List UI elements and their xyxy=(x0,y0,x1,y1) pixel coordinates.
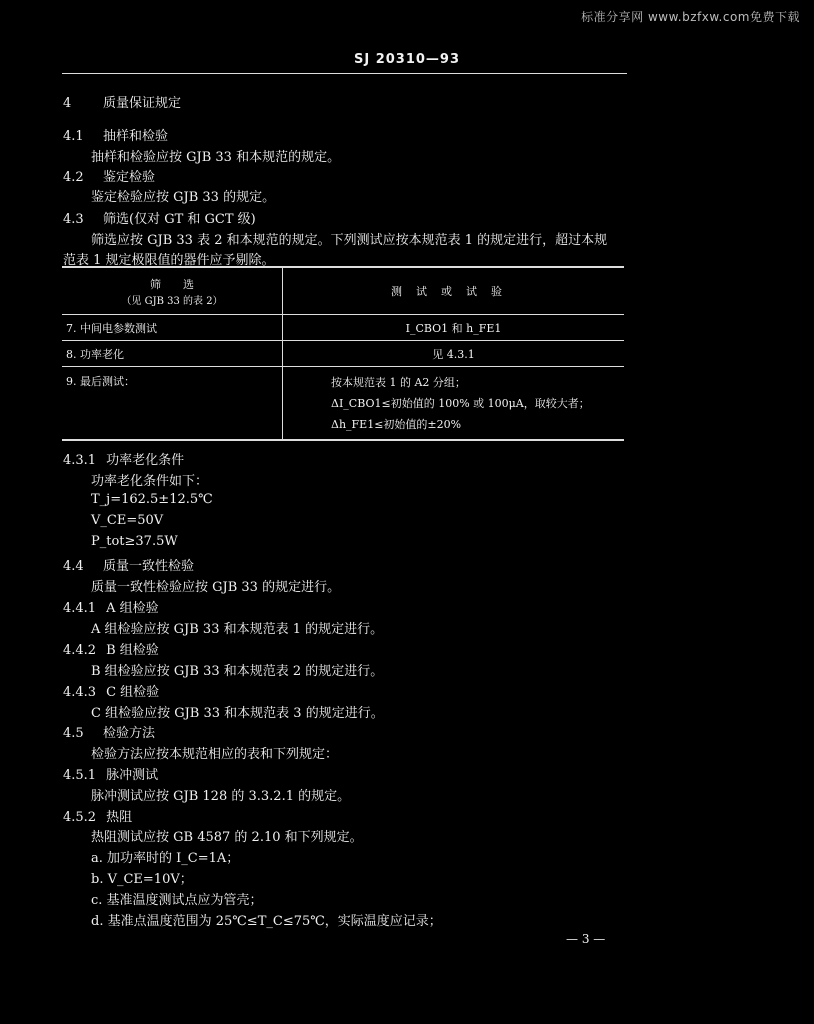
section-4-4-1-body: A 组检验应按 GJB 33 和本规范表 1 的规定进行。 xyxy=(91,622,384,637)
section-4-3-1-intro: 功率老化条件如下： xyxy=(91,474,209,489)
table-header-screening: 筛 选 （见 GJB 33 的表 2） xyxy=(62,267,283,315)
section-4-3-1-heading: 4.3.1 功率老化条件 xyxy=(63,453,185,468)
section-4-5-2-heading: 4.5.2 热阻 xyxy=(63,810,133,825)
condition-ptot: P_tot≥37.5W xyxy=(91,534,178,549)
section-4-3-heading: 4.3 筛选(仅对 GT 和 GCT 级) xyxy=(63,212,256,227)
section-4-2-heading: 4.2 鉴定检验 xyxy=(63,170,156,185)
table-cell-test: 按本规范表 1 的 A2 分组； ΔI_CBO1≤初始值的 100% 或 100μA，取较大者； Δh_FE1≤初始值的±20% xyxy=(283,367,625,441)
page-number: — 3 — xyxy=(566,932,606,946)
table-header-test: 测试或试验 xyxy=(283,267,625,315)
table-cell-test: 见 4.3.1 xyxy=(283,341,625,367)
list-item: b. V_CE=10V； xyxy=(91,872,193,887)
section-4-5-1-body: 脉冲测试应按 GJB 128 的 3.3.2.1 的规定。 xyxy=(91,789,351,804)
section-4-5-body: 检验方法应按本规范相应的表和下列规定： xyxy=(91,747,339,762)
section-4-heading: 4 质量保证规定 xyxy=(63,96,182,111)
screening-table xyxy=(62,266,624,441)
list-item: a. 加功率时的 I_C=1A； xyxy=(91,851,240,866)
table-cell-item: 7. 中间电参数测试 xyxy=(62,315,283,341)
section-4-4-2-body: B 组检验应按 GJB 33 和本规范表 2 的规定进行。 xyxy=(91,664,384,679)
list-item: c. 基准温度测试点应为管壳； xyxy=(91,893,263,908)
list-item: d. 基准点温度范围为 25℃≤T_C≤75℃，实际温度应记录； xyxy=(91,914,442,929)
section-4-5-heading: 4.5 检验方法 xyxy=(63,726,156,741)
section-4-1-body: 抽样和检验应按 GJB 33 和本规范的规定。 xyxy=(91,150,341,165)
table-cell-item: 8. 功率老化 xyxy=(62,341,283,367)
section-4-4-3-body: C 组检验应按 GJB 33 和本规范表 3 的规定进行。 xyxy=(91,706,384,721)
watermark: 标准分享网 www.bzfxw.com免费下载 xyxy=(581,10,800,24)
document-code: SJ 20310—93 xyxy=(353,52,461,67)
condition-tj: T_j=162.5±12.5℃ xyxy=(91,492,213,507)
section-4-2-body: 鉴定检验应按 GJB 33 的规定。 xyxy=(91,190,276,205)
table-cell-test: I_CBO1 和 h_FE1 xyxy=(283,315,625,341)
section-4-5-2-body: 热阻测试应按 GB 4587 的 2.10 和下列规定。 xyxy=(91,830,363,845)
section-4-3-body-line2: 范表 1 规定极限值的器件应予剔除。 xyxy=(63,253,275,268)
section-4-4-body: 质量一致性检验应按 GJB 33 的规定进行。 xyxy=(91,580,341,595)
condition-vce: V_CE=50V xyxy=(91,513,164,528)
section-4-4-1-heading: 4.4.1 A 组检验 xyxy=(63,601,159,616)
section-4-4-3-heading: 4.4.3 C 组检验 xyxy=(63,685,160,700)
section-4-4-2-heading: 4.4.2 B 组检验 xyxy=(63,643,159,658)
table-row xyxy=(62,315,624,341)
section-4-1-heading: 4.1 抽样和检验 xyxy=(63,129,169,144)
table-row xyxy=(62,341,624,367)
header-rule xyxy=(62,73,627,74)
table-cell-item: 9. 最后测试： xyxy=(62,367,283,441)
section-4-4-heading: 4.4 质量一致性检验 xyxy=(63,559,195,574)
section-4-5-1-heading: 4.5.1 脉冲测试 xyxy=(63,768,159,783)
table-header-row xyxy=(62,267,624,315)
section-4-3-body-line1: 筛选应按 GJB 33 表 2 和本规范的规定。下列测试应按本规范表 1 的规定进行，超过本规 xyxy=(91,233,608,248)
table-row xyxy=(62,367,624,441)
